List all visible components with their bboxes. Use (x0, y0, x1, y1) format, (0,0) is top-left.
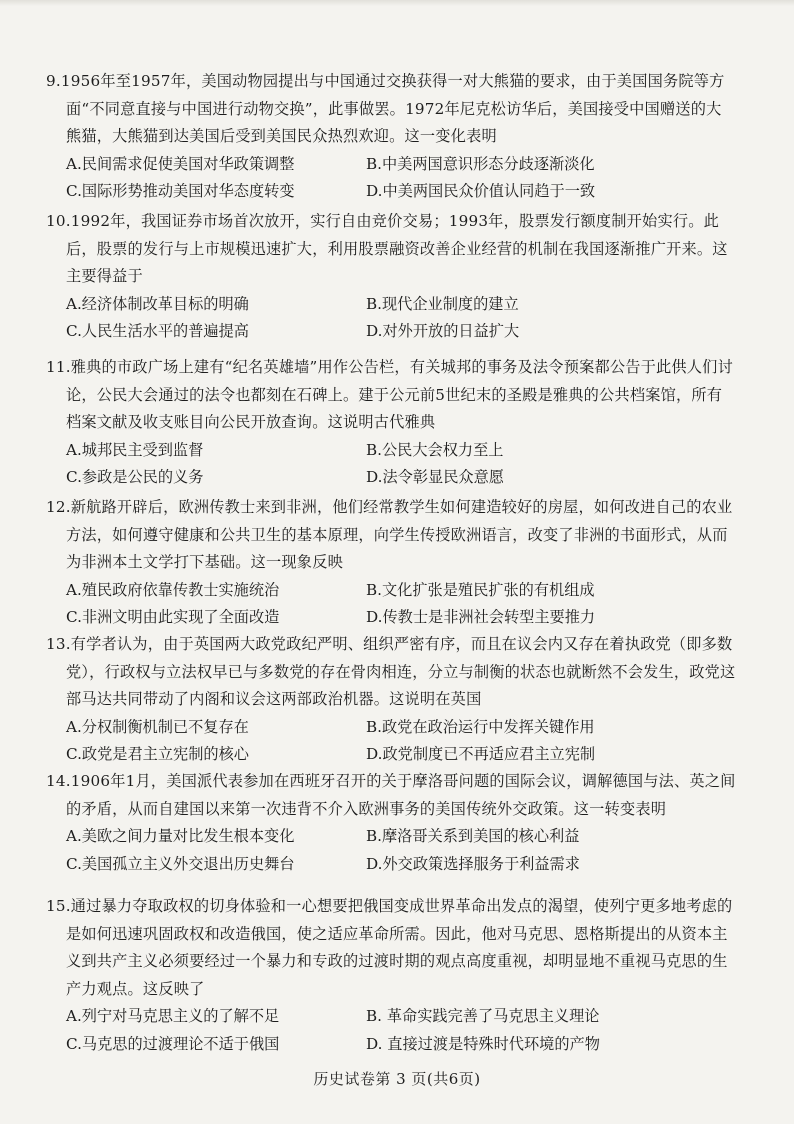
question-12-options (46, 577, 736, 632)
option-c: C.政党是君主立宪制的核心 (66, 745, 249, 763)
question-13-stem: 13.有学者认为，由于英国两大政党政纪严明、组织严密有序，而且在议会内又存在着执政党（即多数党），行政权与立法权早已与多数党的存在骨肉相连，分立与制衡的状态也就断然不会发生，政党这部马达共同带动了内阁和议会这两部政治机器。这说明在英国 (46, 635, 736, 708)
option-a: A.分权制衡机制已不复存在 (66, 717, 249, 736)
option-d: D.中美两国民众价值认同趋于一致 (366, 182, 596, 200)
question-13 (46, 631, 736, 769)
question-15 (46, 893, 736, 1058)
question-14 (46, 768, 736, 878)
option-d: D.政党制度已不再适应君主立宪制 (366, 745, 596, 763)
question-9-options (46, 151, 736, 206)
question-10-stem: 10.1992年，我国证券市场首次放开，实行自由竞价交易；1993年，股票发行额度制开始实行。此后，股票的发行与上市规模迅速扩大，利用股票融资改善企业经营的机制在我国逐渐推广开来。这主要得益于 (46, 212, 728, 285)
question-15-options (46, 1003, 736, 1058)
option-c: C.参政是公民的义务 (66, 468, 204, 486)
question-14-stem: 14.1906年1月，美国派代表参加在西班牙召开的关于摩洛哥问题的国际会议，调解德国与法、英之间的矛盾，从而自建国以来第一次违背不介入欧洲事务的美国传统外交政策。这一转变表明 (46, 772, 736, 818)
option-b: B.政党在政治运行中发挥关键作用 (366, 717, 595, 736)
option-b: B.摩洛哥关系到美国的核心利益 (366, 827, 580, 845)
question-10 (46, 208, 736, 346)
option-b: B. 革命实践完善了马克思主义理论 (366, 1007, 600, 1025)
question-9-stem: 9.1956年至1957年，美国动物园提出与中国通过交换获得一对大熊猫的要求，由于美国国务院等方面“不同意直接与中国进行动物交换”，此事做罢。1972年尼克松访华后，美国接受中国赠送的大熊猫，大熊猫到达美国后受到美国民众热烈欢迎。这一变化表明 (46, 72, 725, 145)
option-d: D.法令彰显民众意愿 (366, 468, 504, 486)
option-a: A.经济体制改革目标的明确 (66, 294, 249, 313)
scan-edge (0, 0, 794, 6)
option-a: A.美欧之间力量对比发生根本变化 (66, 827, 295, 845)
question-11-stem: 11.雅典的市政广场上建有“纪名英雄墙”用作公告栏，有关城邦的事务及法令预案都公告于此供人们讨论，公民大会通过的法令也都刻在石碑上。建于公元前5世纪末的圣殿是雅典的公共档案馆，所有档案文献及收支账目向公民开放查询。这说明古代雅典 (46, 358, 733, 431)
question-12 (46, 494, 736, 632)
question-9 (46, 68, 736, 206)
option-c: C.非洲文明由此实现了全面改造 (66, 608, 280, 626)
option-a: A.列宁对马克思主义的了解不足 (66, 1007, 280, 1025)
question-15-stem: 15.通过暴力夺取政权的切身体验和一心想要把俄国变成世界革命出发点的渴望，使列宁更多地考虑的是如何迅速巩固政权和改造俄国，使之适应革命所需。因此，他对马克思、恩格斯提出的从资本主义到共产主义必须要经过一个暴力和专政的过渡时期的观点高度重视，却明显地不重视马克思的生产力观点。这反映了 (46, 897, 733, 998)
option-b: B.公民大会权力至上 (366, 440, 504, 459)
option-d: D.外交政策选择服务于利益需求 (366, 854, 580, 873)
option-a: A.城邦民主受到监督 (66, 440, 204, 459)
option-b: B.文化扩张是殖民扩张的有机组成 (366, 580, 595, 599)
question-12-stem: 12.新航路开辟后，欧洲传教士来到非洲，他们经常教学生如何建造较好的房屋，如何改进自己的农业方法，如何遵守健康和公共卫生的基本原理，向学生传授欧洲语言，改变了非洲的书面形式，从而为非洲本土文学打下基础。这一现象反映 (46, 498, 733, 571)
option-c: C.国际形势推动美国对华态度转变 (66, 182, 295, 200)
option-c: C.美国孤立主义外交退出历史舞台 (66, 854, 295, 873)
option-b: B.中美两国意识形态分歧逐渐淡化 (366, 154, 595, 173)
option-b: B.现代企业制度的建立 (366, 294, 519, 313)
option-c: C.人民生活水平的普遍提高 (66, 322, 249, 340)
option-a: A.民间需求促使美国对华政策调整 (66, 154, 295, 173)
question-14-options (46, 823, 736, 878)
question-11-options (46, 437, 736, 492)
question-13-options (46, 714, 736, 769)
question-10-options (46, 291, 736, 346)
option-d: D.对外开放的日益扩大 (366, 322, 520, 340)
option-d: D.传教士是非洲社会转型主要推力 (366, 608, 596, 626)
option-d: D. 直接过渡是特殊时代环境的产物 (366, 1034, 600, 1053)
page-footer: 历史试卷第 3 页(共6页) (313, 1070, 481, 1088)
question-11 (46, 354, 736, 492)
option-a: A.殖民政府依靠传教士实施统治 (66, 580, 280, 599)
option-c: C.马克思的过渡理论不适于俄国 (66, 1034, 280, 1053)
